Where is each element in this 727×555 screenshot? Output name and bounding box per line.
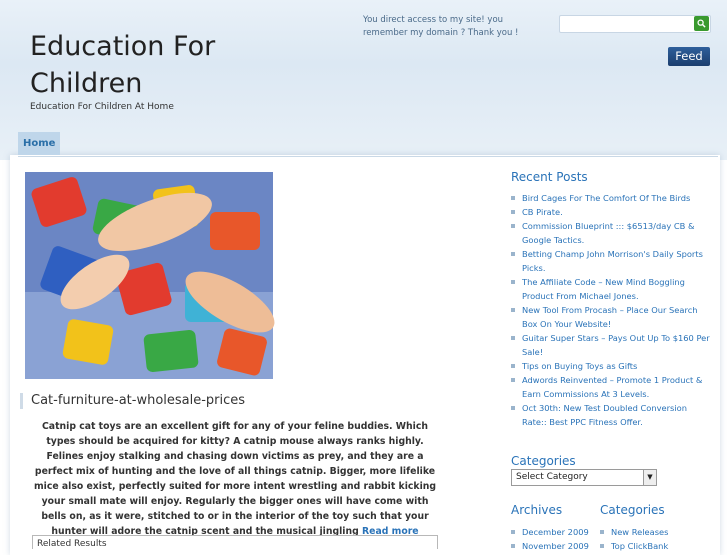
search-icon <box>697 19 706 28</box>
post-title[interactable]: Cat-furniture-at-wholesale-prices <box>31 393 246 408</box>
recent-post-link[interactable]: Bird Cages For The Comfort Of The Birds <box>511 191 711 205</box>
related-results-box: Related Results <box>32 535 438 549</box>
category-select[interactable] <box>511 469 657 486</box>
post-body <box>32 419 438 539</box>
search-input[interactable] <box>559 15 711 33</box>
recent-post-link[interactable]: The Affiliate Code – New Mind Boggling Product From Michael Jones. <box>511 275 711 303</box>
category-select-value: Select Category <box>516 472 588 482</box>
search-button[interactable] <box>694 16 709 31</box>
categories-heading-2: Categories <box>600 503 665 517</box>
nav-item-home[interactable]: Home <box>18 132 60 155</box>
read-more-link[interactable]: Read more <box>362 526 419 537</box>
category-link[interactable]: Top ClickBank <box>600 539 710 553</box>
site-tagline: Education For Children At Home <box>30 102 174 112</box>
recent-posts-list <box>511 191 711 429</box>
chevron-down-icon: ▼ <box>643 470 656 485</box>
top-note: You direct access to my site! you remember my domain ? Thank you ! <box>363 15 519 38</box>
recent-post-link[interactable]: Oct 30th: New Test Doubled Conversion Rate:: Best PPC Fitness Offer. <box>511 401 711 429</box>
recent-post-link[interactable]: Tips on Buying Toys as Gifts <box>511 359 711 373</box>
hero-image <box>25 172 273 379</box>
recent-posts-heading: Recent Posts <box>511 170 588 184</box>
post-title-accent <box>20 393 23 409</box>
site-title[interactable]: Education For Children <box>30 31 216 99</box>
categories-heading: Categories <box>511 454 576 468</box>
categories-list <box>600 525 710 553</box>
archive-link[interactable]: November 2009 <box>511 539 596 553</box>
post-excerpt: Catnip cat toys are an excellent gift for any of your feline buddies. Which types should be acquired for kitty? A catnip mouse always ranks highly. Felines enjoy stalking and chasing down victims as prey, and they are a perfect mix of hunting and the love of all things catnip. Bigger, more lifelike mice also exist, perfectly suited for more intent wrestling and rabbit kicking your small mate will enjoy. Regularly the bigger ones will have come with bells on, as it were, stitched to or in the interior of the toy such that your hunter will adore the catnip scent and the musical jingling <box>33 421 437 537</box>
recent-post-link[interactable]: CB Pirate. <box>511 205 711 219</box>
archive-link[interactable]: December 2009 <box>511 525 596 539</box>
recent-post-link[interactable]: Betting Champ John Morrison's Daily Sports Picks. <box>511 247 711 275</box>
main-nav <box>18 130 718 157</box>
archives-heading: Archives <box>511 503 563 517</box>
archives-list <box>511 525 596 553</box>
recent-post-link[interactable]: Adwords Reinvented – Promote 1 Product & Earn Commissions At 3 Levels. <box>511 373 711 401</box>
recent-post-link[interactable]: Commission Blueprint ::: $6513/day CB & Google Tactics. <box>511 219 711 247</box>
recent-post-link[interactable]: New Tool From Procash – Place Our Search Box On Your Website! <box>511 303 711 331</box>
recent-post-link[interactable]: Guitar Super Stars – Pays Out Up To $160 Per Sale! <box>511 331 711 359</box>
category-link[interactable]: New Releases <box>600 525 710 539</box>
feed-button[interactable]: Feed <box>668 47 710 66</box>
